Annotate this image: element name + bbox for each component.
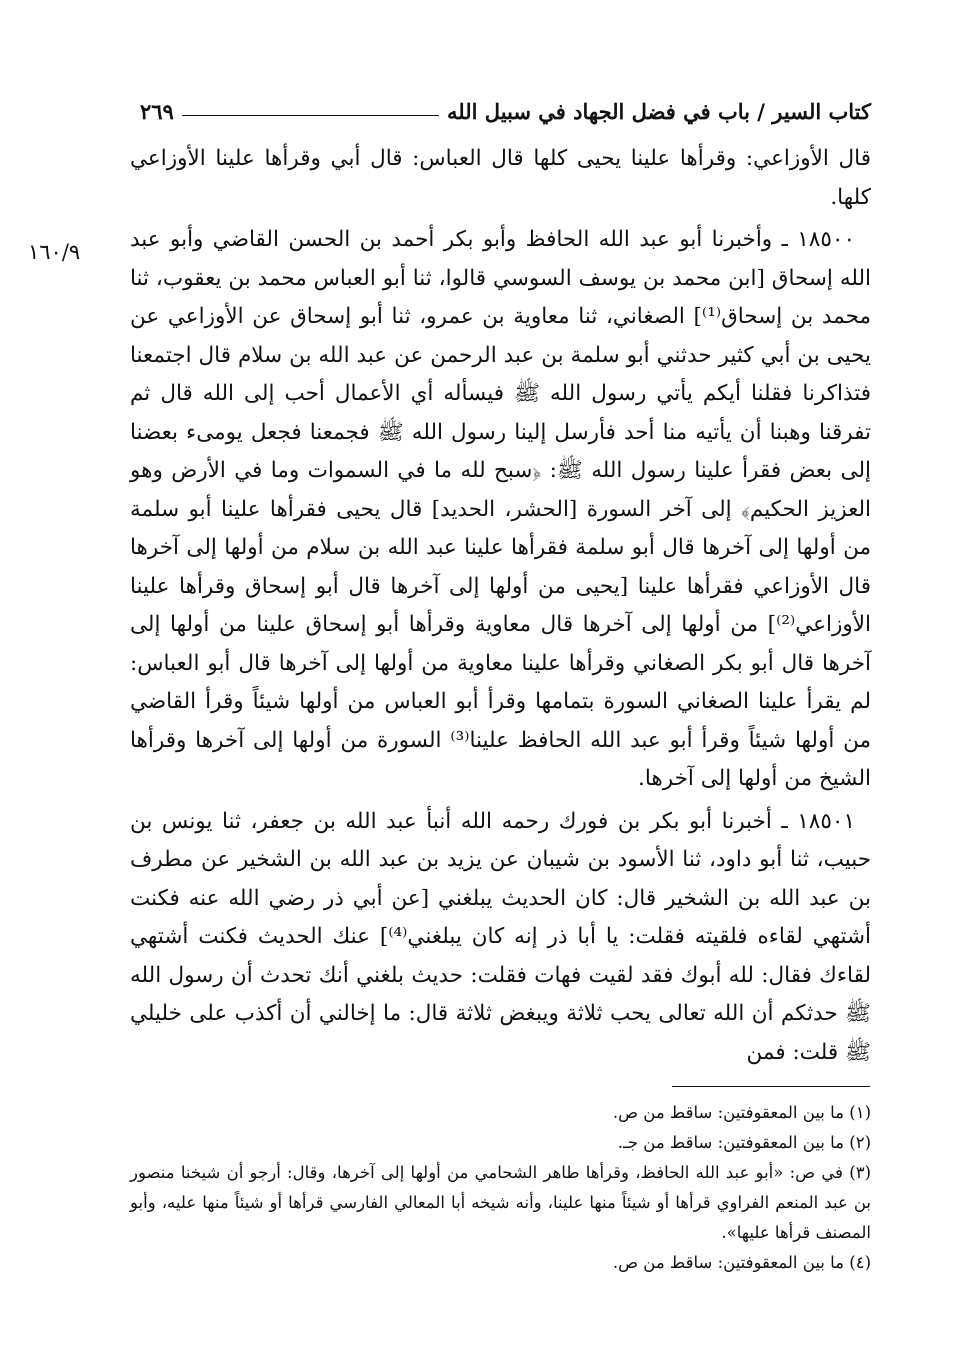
header-rule xyxy=(182,115,439,116)
footnote-2: (٢) ما بين المعقوفتين: ساقط من جـ. xyxy=(617,1133,871,1152)
footnote-1: (١) ما بين المعقوفتين: ساقط من ص. xyxy=(612,1103,871,1122)
margin-reference: ١٦٠/٩ xyxy=(28,240,81,264)
page-number: ٢٦٩ xyxy=(140,99,174,124)
chapter-title: كتاب السير / باب في فضل الجهاد في سبيل الله xyxy=(447,99,871,124)
hadith-18501: ١٨٥٠١ ـ أخبرنا أبو بكر بن فورك رحمه الله أنبأ عبد الله بن جعفر، ثنا يونس بن حبيب، ثنا أبو داود، ثنا الأسود بن شيبان عن يزيد بن عبد الله بن الشخير عن مطرف بن عبد الله بن الشخير قال: كان الحديث يبلغني [عن أبي ذر رضي الله عنه فكنت أشتهي لقاءه فلقيته فقلت: يا أبا ذر إنه كان يبلغني⁽⁴⁾] عنك الحديث فكنت أشتهي لقاءك فقال: لله أبوك فقد لقيت فهات فقلت: حديث بلغني أنك تحدث أن رسول الله ﷺ حدثكم أن الله تعالى يحب ثلاثة ويبغض ثلاثة قال: ما إخالني أن أكذب على خليلي ﷺ قلت: فمن xyxy=(130,808,871,1065)
footnote-4: (٤) ما بين المعقوفتين: ساقط من ص. xyxy=(612,1253,871,1272)
hadith-18500: ١٨٥٠٠ ـ وأخبرنا أبو عبد الله الحافظ وأبو بكر أحمد بن الحسن القاضي وأبو عبد الله إسحاق [ابن محمد بن يوسف السوسي قالوا، ثنا أبو العباس محمد بن يعقوب، ثنا محمد بن إسحاق⁽¹⁾] الصغاني، ثنا معاوية بن عمرو، ثنا أبو إسحاق عن الأوزاعي عن يحيى بن أبي كثير حدثني أبو سلمة بن عبد الرحمن عن عبد الله بن سلام قال اجتمعنا فتذاكرنا فقلنا أيكم يأتي رسول الله ﷺ فيسأله أي الأعمال أحب إلى الله قال ثم تفرقنا وهبنا أن يأتيه منا أحد فأرسل إلينا رسول الله ﷺ فجمعنا فجعل يومىء بعضنا إلى بعض فقرأ علينا رسول الله ﷺ: ﴿سبح لله ما في السموات وما في الأرض وهو العزيز الحكيم﴾ إلى آخر السورة [الحشر، الحديد] قال يحيى فقرأها علينا أبو سلمة من أولها إلى آخرها قال أبو سلمة فقرأها علينا عبد الله بن سلام من أولها إلى آخرها قال الأوزاعي فقرأها علينا [يحيى من أولها إلى آخرها قال أبو إسحاق وقرأها علينا الأوزاعي⁽²⁾] من أولها إلى آخرها قال معاوية وقرأها أبو إسحاق علينا من أولها إلى آخرها قال أبو بكر الصغاني وقرأها علينا معاوية من أولها إلى آخرها قال أبو العباس: لم يقرأ علينا الصغاني السورة بتمامها وقرأ أبو العباس من أولها شيئاً وقرأ القاضي من أولها شيئاً وقرأ أبو عبد الله الحافظ علينا⁽³⁾ السورة من أولها إلى آخرها وقرأها الشيخ من أولها إلى آخرها. xyxy=(130,227,871,791)
footnotes xyxy=(130,1098,871,1278)
footnote-divider xyxy=(672,1086,870,1087)
main-text xyxy=(130,140,871,1076)
footnote-3: (٣) في ص: «أبو عبد الله الحافظ، وقرأها طاهر الشحامي من أولها إلى آخرها، وقال: أرجو أن شيخنا منصور بن عبد المنعم الفراوي قرأها أو شيئاً منها علينا، وأنه شيخه أبا المعالي الفارسي قرأها أو شيئاً منها عليه، وأبو المصنف قرأها عليها». xyxy=(130,1163,871,1242)
running-header xyxy=(140,84,871,124)
paragraph-continuation: قال الأوزاعي: وقرأها علينا يحيى كلها قال العباس: قال أبي وقرأها علينا الأوزاعي كلها. xyxy=(130,146,871,210)
